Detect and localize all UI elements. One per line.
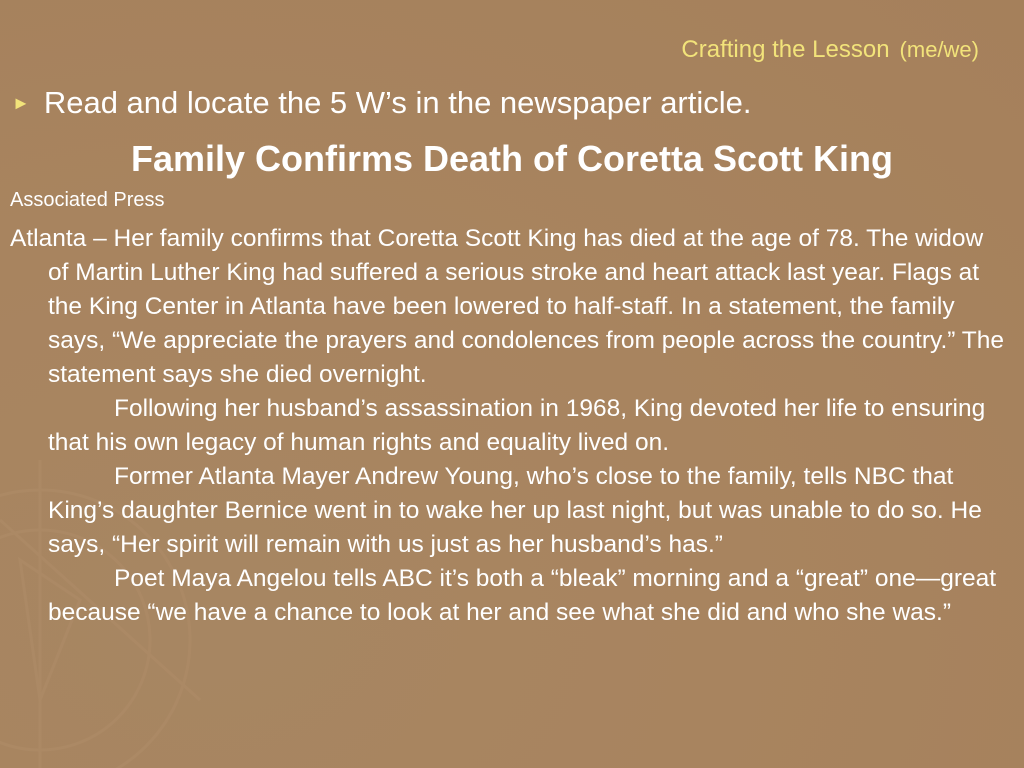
bullet-text: Read and locate the 5 W’s in the newspaper article. xyxy=(43,85,752,120)
bullet-instruction xyxy=(12,85,752,121)
article-source: Associated Press xyxy=(10,189,165,211)
article-headline: Family Confirms Death of Coretta Scott King xyxy=(130,138,894,179)
slide-title xyxy=(681,36,979,64)
article-paragraph-3: Former Atlanta Mayer Andrew Young, who’s close to the family, tells NBC that King’s daughter Bernice went in to wake her up last night, but was unable to do so. He says, “Her spirit will remain with us just as her husband’s has.” xyxy=(48,463,982,558)
article-paragraph-4: Poet Maya Angelou tells ABC it’s both a “bleak” morning and a “great” one—great because “we have a chance to look at her and see what she did and who she was.” xyxy=(48,565,997,626)
article-body xyxy=(10,222,1010,630)
triangle-right-icon: ► xyxy=(12,93,30,113)
slide-title-text: Crafting the Lesson xyxy=(681,36,890,63)
slide-subtitle: (me/we) xyxy=(899,37,979,62)
article-paragraph-2: Following her husband’s assassination in 1968, King devoted her life to ensuring that his own legacy of human rights and equality lived on. xyxy=(48,395,986,456)
article-paragraph-1: Atlanta – Her family confirms that Coretta Scott King has died at the age of 78. The widow of Martin Luther King had suffered a serious stroke and heart attack last year. Flags at the King Center in Atlanta have been lowered to half-staff. In a statement, the family says, “We appreciate the prayers and condolences from people across the country.” The statement says she died overnight. xyxy=(10,225,1005,388)
